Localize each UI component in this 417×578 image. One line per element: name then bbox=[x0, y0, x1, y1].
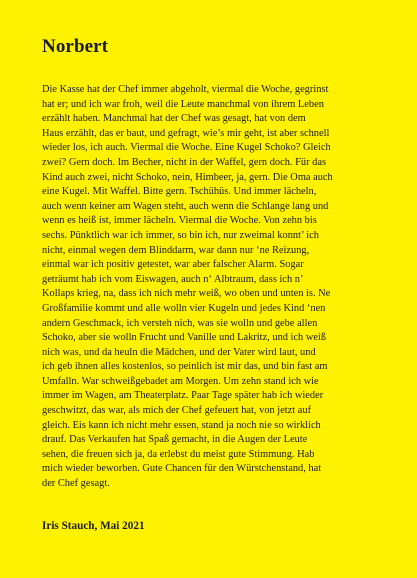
text-line: hat er; und ich war froh, weil die Leute manchmal von ihrem Leben bbox=[42, 98, 324, 110]
text-line: der Chef gesagt. bbox=[42, 478, 110, 490]
text-line: wieder los, ich auch. Viermal die Woche. Eine Kugel Schoko? Gleich bbox=[42, 142, 331, 154]
text-line: Kind auch zwei, nicht Schoko, nein, Himbeer, ja, gern. Die Oma auch bbox=[42, 171, 333, 183]
text-line: sehen, die freuen sich ja, da erlebst du meist gute Stimmung. Hab bbox=[42, 448, 315, 460]
author-signature: Iris Stauch, Mai 2021 bbox=[42, 520, 145, 532]
text-line: zwei? Gern doch. Im Becher, nicht in der Waffel, gern doch. Für das bbox=[42, 156, 327, 168]
page-title: Norbert bbox=[42, 36, 109, 57]
text-line: drauf. Das Verkaufen hat Spaß gemacht, in die Augen der Leute bbox=[42, 434, 308, 446]
text-line: nich was, und da heuln die Mädchen, und der Vater wird laut, und bbox=[42, 346, 316, 358]
text-line: geschwitzt, das war, als mich der Chef gefeuert hat, von jetzt auf bbox=[42, 405, 312, 417]
text-line: Umfalln. War schweißgebadet am Morgen. Um zehn stand ich wie bbox=[42, 375, 319, 387]
text-line: Die Kasse hat der Chef immer abgeholt, viermal die Woche, gegrinst bbox=[42, 84, 329, 95]
text-line: Großfamilie kommt und alle wolln vier Kugeln und jedes Kind ‘nen bbox=[42, 302, 326, 314]
text-line: wenn es heiß ist, immer lächeln. Viermal die Woche. Von zehn bis bbox=[42, 215, 317, 227]
text-line: eine Kugel. Mit Waffel. Bitte gern. Tschühüs. Und immer lächeln, bbox=[42, 186, 317, 198]
text-line: Kollaps krieg, na, dass ich nich mehr weiß, wo oben und unten is. Ne bbox=[42, 288, 331, 300]
text-line: immer im Wagen, am Theaterplatz. Paar Tage später hab ich wieder bbox=[42, 390, 324, 402]
text-line: Schoko, aber sie wolln Frucht und Vanille und Lakritz, und ich weiß bbox=[42, 332, 327, 344]
story-text bbox=[42, 83, 378, 492]
text-line: auch wenn keiner am Wagen steht, auch wenn die Schlange lang und bbox=[42, 200, 329, 212]
text-line: andern Geschmack, ich versteh nich, was sie wolln und gebe allen bbox=[42, 317, 318, 329]
text-line: ich geb ihnen alles kostenlos, so peinlich ist mir das, und bin fast am bbox=[42, 361, 328, 373]
text-line: geträumt hab ich vom Eiswagen, auch n‘ Albtraum, dass ich n’ bbox=[42, 273, 304, 285]
text-line: mich wieder beworben. Gute Chancen für den Würstchenstand, hat bbox=[42, 463, 322, 475]
text-line: gleich. Eis kann ich nicht mehr essen, stand ja noch nie so wirklich bbox=[42, 419, 321, 431]
text-line: Haus erzählt, das er baut, und gefragt, wie’s mir geht, ist aber schnell bbox=[42, 127, 330, 139]
text-line: erzählt haben. Manchmal hat der Chef was gesagt, hat von dem bbox=[42, 113, 306, 125]
text-line: sechs. Pünktlich war ich immer, so bin ich, nur zweimal konnt’ ich bbox=[42, 229, 319, 241]
text-line: einmal war ich positiv getestet, war aber falscher Alarm. Sogar bbox=[42, 259, 304, 271]
text-line: nicht, einmal wegen dem Blinddarm, war dann nur ‘ne Reizung, bbox=[42, 244, 310, 256]
